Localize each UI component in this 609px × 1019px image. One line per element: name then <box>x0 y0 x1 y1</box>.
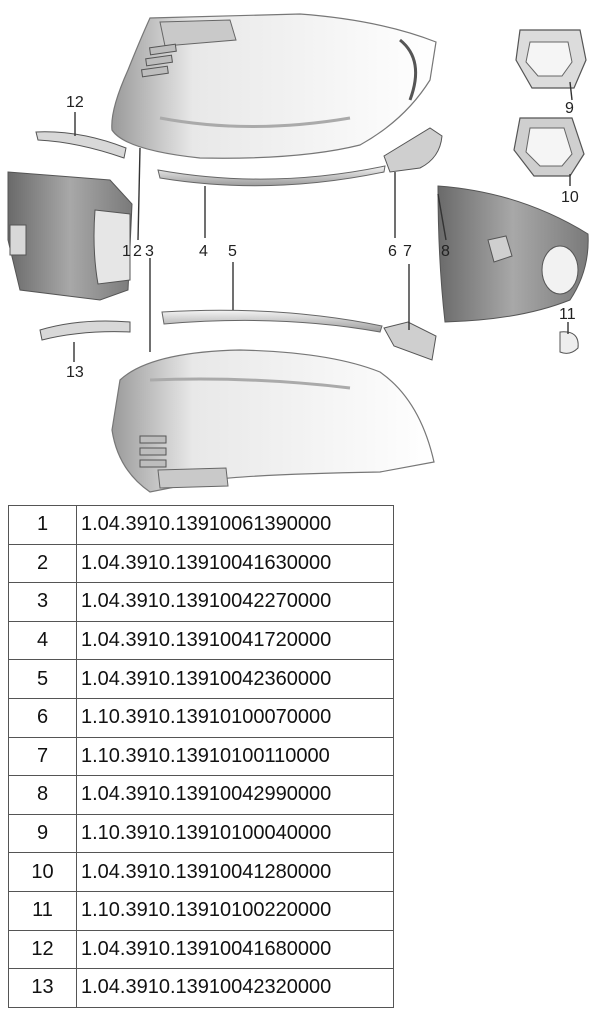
upper-side-lamp <box>384 128 442 172</box>
part-number-cell: 12 <box>9 930 77 969</box>
part-number-cell: 3 <box>9 583 77 622</box>
part-number-cell: 5 <box>9 660 77 699</box>
callout-4: 4 <box>199 243 208 260</box>
callout-12: 12 <box>66 94 84 111</box>
callout-7: 7 <box>403 243 412 260</box>
callout-13: 13 <box>66 364 84 381</box>
table-row <box>9 969 394 1008</box>
part-number-cell: 1 <box>9 506 77 545</box>
table-row <box>9 698 394 737</box>
part-code-cell: 1.04.3910.13910042360000 <box>77 660 394 699</box>
part-number-cell: 2 <box>9 544 77 583</box>
table-row <box>9 776 394 815</box>
table-row <box>9 621 394 660</box>
part-number-cell: 13 <box>9 969 77 1008</box>
table-row <box>9 506 394 545</box>
callout-9: 9 <box>565 100 574 117</box>
lower-side-panel <box>112 350 434 492</box>
part-code-cell: 1.04.3910.13910061390000 <box>77 506 394 545</box>
part-number-cell: 10 <box>9 853 77 892</box>
callout-5: 5 <box>228 243 237 260</box>
callout-8: 8 <box>441 243 450 260</box>
callout-11: 11 <box>559 306 576 323</box>
table-row <box>9 891 394 930</box>
table-row <box>9 814 394 853</box>
table-row <box>9 583 394 622</box>
part-number-cell: 4 <box>9 621 77 660</box>
table-row <box>9 930 394 969</box>
lower-side-lamp <box>384 322 436 360</box>
parts-table <box>8 505 394 1008</box>
part-number-cell: 7 <box>9 737 77 776</box>
parts-table-body <box>9 506 394 1008</box>
callout-1: 1 <box>122 243 131 260</box>
part-code-cell: 1.04.3910.13910042320000 <box>77 969 394 1008</box>
part-code-cell: 1.04.3910.13910041720000 <box>77 621 394 660</box>
callout-3: 3 <box>145 243 154 260</box>
part-code-cell: 1.04.3910.13910041280000 <box>77 853 394 892</box>
part-code-cell: 1.04.3910.13910042270000 <box>77 583 394 622</box>
lower-lamp-bezel <box>514 118 584 176</box>
part-number-cell: 9 <box>9 814 77 853</box>
part-code-cell: 1.10.3910.13910100070000 <box>77 698 394 737</box>
part-code-cell: 1.04.3910.13910041630000 <box>77 544 394 583</box>
part-number-cell: 8 <box>9 776 77 815</box>
upper-bracket <box>36 132 126 158</box>
rear-cover <box>438 186 588 322</box>
table-row <box>9 853 394 892</box>
callout-6: 6 <box>388 243 397 260</box>
part-code-cell: 1.04.3910.13910041680000 <box>77 930 394 969</box>
exploded-parts-diagram <box>0 0 609 500</box>
callout-10: 10 <box>561 189 579 206</box>
callout-2: 2 <box>133 243 142 260</box>
lower-trim-strip <box>162 310 382 332</box>
part-code-cell: 1.10.3910.13910100040000 <box>77 814 394 853</box>
table-row <box>9 737 394 776</box>
part-number-cell: 6 <box>9 698 77 737</box>
lower-bracket <box>40 321 130 340</box>
upper-side-panel <box>112 14 436 158</box>
part-code-cell: 1.10.3910.13910100110000 <box>77 737 394 776</box>
table-row <box>9 660 394 699</box>
front-inner-panel <box>8 172 132 300</box>
part-code-cell: 1.04.3910.13910042990000 <box>77 776 394 815</box>
upper-trim-strip <box>158 166 385 186</box>
upper-lamp-bezel <box>516 30 586 88</box>
part-code-cell: 1.10.3910.13910100220000 <box>77 891 394 930</box>
small-cap <box>560 332 578 354</box>
table-row <box>9 544 394 583</box>
part-number-cell: 11 <box>9 891 77 930</box>
